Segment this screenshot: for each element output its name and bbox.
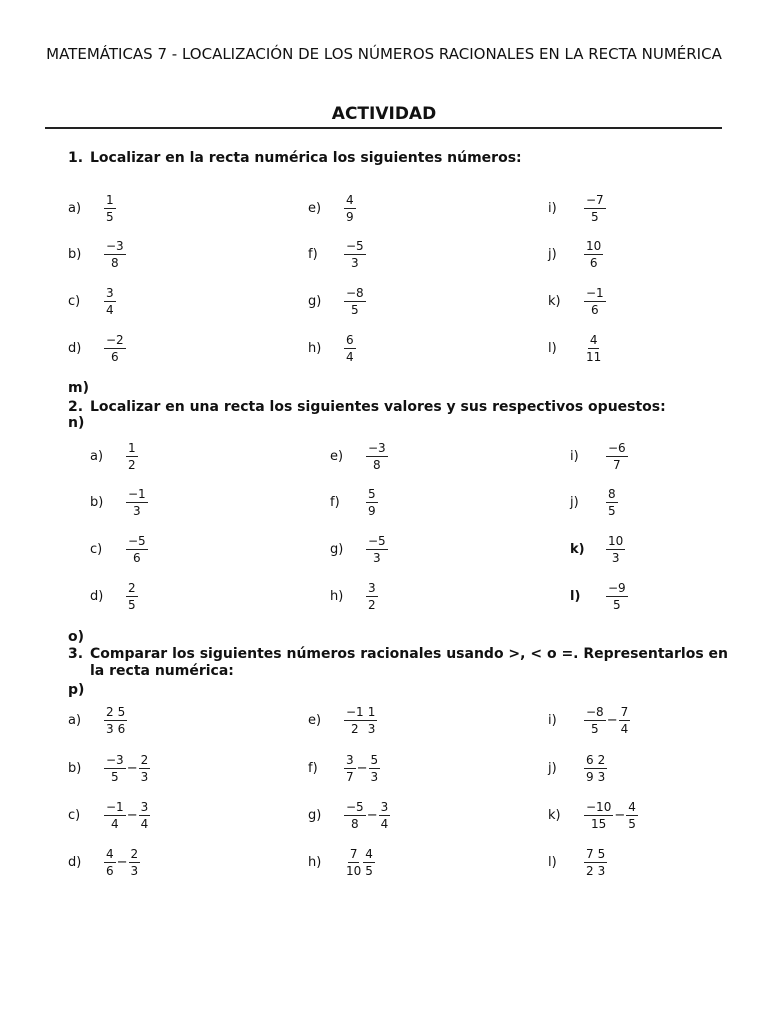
fraction-numerator: 2 [597,752,606,767]
item-label: i) [570,448,579,464]
fraction-numerator: 1 [367,704,376,719]
stray-label-n: n) [68,415,85,431]
fraction-denominator: 2 [368,597,376,612]
fraction-numerator: −5 [346,799,364,814]
stray-label-o: o) [68,629,85,645]
fraction [104,286,116,317]
fraction-denominator: 2 [128,457,136,472]
item-label: l) [570,588,581,604]
item-label: i) [548,200,557,216]
section-1-item [308,188,356,228]
fraction-denominator: 5 [591,721,599,736]
section-1-item [308,234,366,274]
fraction-denominator: 7 [346,769,354,784]
fraction-denominator: 9 [586,769,594,784]
item-label: e) [308,200,322,216]
section-2-item [330,529,388,569]
fraction-numerator: 4 [365,846,373,861]
fraction-numerator: −2 [106,332,124,347]
section-1-heading [68,150,728,166]
fraction [139,800,151,831]
fraction-denominator: 2 [586,863,594,878]
fraction [344,753,356,784]
fraction-numerator: −1 [346,704,364,719]
fraction-denominator: 3 [373,550,381,565]
item-label: j) [548,760,557,776]
fraction [366,441,388,472]
section-2-item [90,529,148,569]
fraction-numerator: 5 [117,704,126,719]
fraction-denominator: 9 [346,209,354,224]
section-3-item [548,842,607,882]
fraction-denominator: 5 [591,209,599,224]
fraction [584,705,606,736]
fraction-numerator: 10 [586,238,602,253]
fraction [584,847,596,878]
fraction-denominator: 6 [133,550,141,565]
fraction-numerator: 5 [368,486,376,501]
fraction-numerator: 5 [597,846,606,861]
item-label: l) [548,340,557,356]
fraction-numerator: 4 [628,799,636,814]
item-label: g) [330,541,344,557]
stray-label-m: m) [68,380,89,396]
operator-sign: − [606,712,618,728]
item-label: j) [570,494,579,510]
fraction [596,847,608,878]
item-label: b) [90,494,104,510]
section-3-heading [68,646,728,680]
section-3-item [68,842,140,882]
fraction [139,753,151,784]
fraction-denominator: 5 [628,816,636,831]
fraction-numerator: 3 [346,752,354,767]
fraction [606,581,628,612]
item-label: f) [330,494,340,510]
fraction-numerator: 4 [106,846,114,861]
fraction-denominator: 3 [106,721,114,736]
fraction [344,705,366,736]
item-label: c) [68,293,81,309]
fraction [104,800,126,831]
item-label: k) [548,807,561,823]
fraction-numerator: −8 [586,704,604,719]
section-1-item [68,281,116,321]
fraction-denominator: 3 [140,769,149,784]
title-divider [45,127,722,129]
fraction-numerator: 7 [620,704,629,719]
section-3-item [308,748,380,788]
section-3-item [68,748,150,788]
fraction-denominator: 10 [346,863,362,878]
section-3-item [308,842,375,882]
fraction-numerator: 3 [140,799,149,814]
fraction [584,286,606,317]
fraction-numerator: 5 [370,752,379,767]
item-label: b) [68,246,82,262]
fraction-numerator: 1 [128,440,136,455]
item-label: h) [308,854,322,870]
fraction-denominator: 4 [620,721,629,736]
operator-sign: − [126,760,138,776]
fraction-numerator: 3 [106,285,114,300]
section-2-item [90,576,138,616]
fraction-denominator: 3 [130,863,139,878]
item-label: h) [330,588,344,604]
section-3-item [308,795,390,835]
stray-label-p: p) [68,682,85,698]
fraction [606,487,618,518]
fraction [619,705,631,736]
fraction-numerator: 3 [380,799,389,814]
fraction [344,800,366,831]
section-1-number: 1. [68,150,84,166]
fraction [584,800,613,831]
fraction [584,193,606,224]
item-label: j) [548,246,557,262]
fraction [596,753,608,784]
fraction-numerator: 6 [346,332,354,347]
fraction [626,800,638,831]
fraction-denominator: 4 [111,816,119,831]
section-1-item [548,281,606,321]
fraction-denominator: 9 [368,503,376,518]
fraction [126,441,138,472]
fraction [366,581,378,612]
fraction-numerator: 10 [608,533,624,548]
fraction [606,534,625,565]
item-label: g) [308,293,322,309]
fraction [104,333,126,364]
fraction [606,441,628,472]
section-2-number: 2. [68,399,84,415]
section-1-item [548,328,603,368]
section-2-item [330,436,388,476]
section-3-item [548,700,630,740]
fraction-denominator: 3 [351,255,359,270]
item-label: d) [68,854,82,870]
fraction-numerator: 8 [608,486,616,501]
fraction-denominator: 3 [597,769,606,784]
fraction-denominator: 8 [351,816,359,831]
fraction [344,847,363,878]
item-label: f) [308,246,318,262]
fraction-denominator: 6 [117,721,126,736]
fraction [366,534,388,565]
item-label: e) [308,712,322,728]
section-3-item [548,795,638,835]
fraction [104,705,116,736]
fraction-numerator: 7 [586,846,594,861]
item-label: l) [548,854,557,870]
fraction [584,333,603,364]
operator-sign: − [116,854,128,870]
fraction [369,753,381,784]
fraction-denominator: 3 [133,503,141,518]
fraction-denominator: 5 [608,503,616,518]
fraction-denominator: 4 [346,349,354,364]
fraction [116,705,128,736]
section-1-item [308,281,366,321]
fraction [344,333,356,364]
fraction [344,193,356,224]
operator-sign: − [366,807,378,823]
fraction-numerator: −9 [608,580,626,595]
section-2-item [90,436,138,476]
section-3-text-line1: Comparar los siguientes números racionales usando >, < o =. Representarlos en [90,646,728,662]
fraction [126,487,148,518]
item-label: f) [308,760,318,776]
section-2-item [570,436,628,476]
fraction-denominator: 6 [589,255,598,270]
section-1-item [308,328,356,368]
fraction [363,847,375,878]
fraction-denominator: 4 [380,816,389,831]
section-3-text-line2: la recta numérica: [90,663,234,679]
fraction-denominator: 5 [351,302,359,317]
section-1-item [68,234,126,274]
item-label: a) [68,712,82,728]
operator-sign: − [356,760,368,776]
fraction-numerator: −5 [368,533,386,548]
section-2-heading [68,399,728,415]
fraction-numerator: 2 [140,752,149,767]
fraction-denominator: 5 [128,597,136,612]
fraction [104,239,126,270]
fraction [104,847,116,878]
fraction-numerator: −3 [106,238,124,253]
fraction-numerator: 4 [346,192,354,207]
fraction-numerator: −8 [346,285,364,300]
fraction [366,487,378,518]
fraction [344,286,366,317]
fraction-numerator: −3 [106,752,124,767]
fraction-numerator: 6 [586,752,594,767]
fraction [104,753,126,784]
fraction-numerator: −1 [128,486,146,501]
section-3-item [68,700,127,740]
section-2-item [330,482,378,522]
item-label: e) [330,448,344,464]
section-2-item [330,576,378,616]
item-label: i) [548,712,557,728]
section-1-item [68,328,126,368]
section-3-item [68,795,150,835]
item-label: k) [570,541,585,557]
item-label: b) [68,760,82,776]
fraction-numerator: −10 [586,799,612,814]
section-3-item [548,748,607,788]
fraction-numerator: 2 [106,704,114,719]
item-label: c) [68,807,81,823]
fraction-denominator: 3 [370,769,379,784]
section-2-item [570,529,625,569]
fraction [344,239,366,270]
fraction-numerator: −5 [128,533,146,548]
fraction-denominator: 3 [597,863,606,878]
fraction-numerator: −1 [106,799,124,814]
section-1-item [548,188,606,228]
item-label: g) [308,807,322,823]
page-title: MATEMÁTICAS 7 - LOCALIZACIÓN DE LOS NÚMEROS RACIONALES EN LA RECTA NUMÉRICA [46,45,722,63]
fraction-denominator: 6 [111,349,119,364]
fraction-denominator: 8 [111,255,119,270]
fraction-denominator: 3 [611,550,620,565]
fraction-denominator: 5 [365,863,373,878]
fraction-numerator: −1 [586,285,604,300]
fraction [126,534,148,565]
section-1-item [68,188,116,228]
fraction-denominator: 11 [586,349,602,364]
section-3-item [308,700,377,740]
item-label: a) [90,448,104,464]
section-2-item [570,576,628,616]
fraction-denominator: 6 [106,863,114,878]
fraction-numerator: 2 [128,580,136,595]
fraction-numerator: 4 [589,332,598,347]
fraction-denominator: 3 [367,721,376,736]
section-2-item [570,482,618,522]
fraction-denominator: 5 [111,769,119,784]
fraction-numerator: −5 [346,238,364,253]
fraction [366,705,378,736]
section-1-text: Localizar en la recta numérica los siguientes números: [90,150,522,166]
fraction-denominator: 8 [373,457,381,472]
fraction-denominator: 5 [106,209,114,224]
fraction-denominator: 7 [613,457,621,472]
fraction-numerator: 2 [130,846,139,861]
item-label: h) [308,340,322,356]
item-label: k) [548,293,561,309]
fraction [379,800,391,831]
section-2-text: Localizar en una recta los siguientes valores y sus respectivos opuestos: [90,399,666,415]
activity-subtitle: ACTIVIDAD [331,104,437,124]
fraction [126,581,138,612]
fraction [584,753,596,784]
fraction-numerator: 3 [368,580,376,595]
item-label: c) [90,541,103,557]
fraction-denominator: 5 [613,597,621,612]
item-label: a) [68,200,82,216]
fraction-numerator: −3 [368,440,386,455]
fraction-numerator: −6 [608,440,626,455]
fraction-denominator: 4 [106,302,114,317]
fraction [129,847,141,878]
item-label: d) [90,588,104,604]
fraction-denominator: 4 [140,816,149,831]
section-2-item [90,482,148,522]
fraction-numerator: 1 [106,192,114,207]
item-label: d) [68,340,82,356]
section-3-number: 3. [68,646,84,662]
operator-sign: − [614,807,626,823]
fraction [104,193,116,224]
operator-sign: − [126,807,138,823]
fraction-numerator: 7 [349,846,358,861]
fraction-denominator: 6 [591,302,599,317]
fraction-denominator: 15 [591,816,607,831]
fraction-denominator: 2 [351,721,359,736]
fraction [584,239,603,270]
section-1-item [548,234,603,274]
fraction-numerator: −7 [586,192,604,207]
